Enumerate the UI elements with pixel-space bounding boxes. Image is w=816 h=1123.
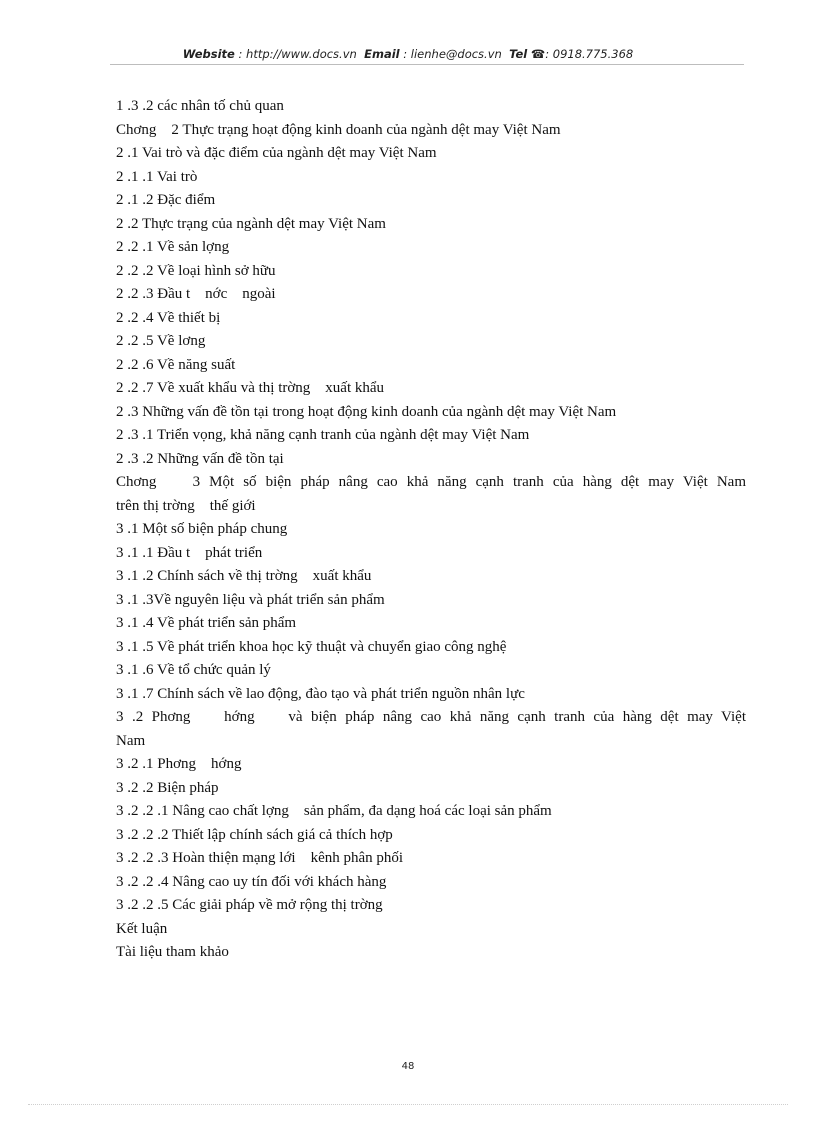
toc-entry: 3 .1 .3Về nguyên liệu và phát triển sản phẩm xyxy=(116,591,385,608)
toc-entry: 3 .1 .1 Đầu t phát triển xyxy=(116,544,263,561)
toc-entry: 2 .3 Những vấn đề tồn tại trong hoạt động kinh doanh của ngành dệt may Việt Nam xyxy=(116,403,617,420)
toc-entry: 2 .2 .5 Về lơng xyxy=(116,333,206,349)
toc-entry: 3 .1 .7 Chính sách về lao động, đào tạo và phát triển nguồn nhân lực xyxy=(116,685,525,702)
toc-entry: 3 .2 .2 .3 Hoàn thiện mạng lới kênh phân phối xyxy=(116,850,404,866)
toc-entry: 3 .1 .2 Chính sách về thị trờng xuất khẩu xyxy=(116,568,372,584)
toc-entry: 1 .3 .2 các nhân tố chủ quan xyxy=(116,98,284,114)
email-value: : lienhe@docs.vn xyxy=(403,47,502,61)
toc-entry: 3 .1 .6 Về tổ chức quản lý xyxy=(116,662,271,678)
toc-entry: 2 .2 .1 Về sản lợng xyxy=(116,239,230,255)
toc-entry: Tài liệu tham khảo xyxy=(116,944,229,960)
toc-entry: 3 .2 Phơng hớng và biện pháp nâng cao khả năng cạnh tranh của hàng dệt may Việt xyxy=(116,709,746,725)
toc-entry: 3 .1 Một số biện pháp chung xyxy=(116,521,288,537)
toc-entry: Chơng 3 Một số biện pháp nâng cao khả năng cạnh tranh của hàng dệt may Việt Nam xyxy=(116,474,746,490)
page-header xyxy=(40,47,776,61)
toc-entry: Kết luận xyxy=(116,920,168,937)
telephone-icon: ☎ xyxy=(530,47,546,61)
tel-label: Tel xyxy=(509,47,528,61)
toc-entry: 3 .2 .2 .1 Nâng cao chất lợng sản phẩm, đa dạng hoá các loại sản phẩm xyxy=(116,803,552,819)
toc-entry: 2 .2 .7 Về xuất khẩu và thị trờng xuất khẩu xyxy=(116,380,385,396)
toc-entry: trên thị trờng thế giới xyxy=(116,497,256,514)
toc-entry: 3 .2 .1 Phơng hớng xyxy=(116,756,242,772)
toc-entry: 2 .1 .1 Vai trò xyxy=(116,168,198,185)
toc-entry: 3 .2 .2 .4 Nâng cao uy tín đối với khách hàng xyxy=(116,873,387,890)
toc-entry: 2 .2 .2 Về loại hình sở hữu xyxy=(116,262,276,279)
toc-entry: 3 .1 .4 Về phát triển sản phẩm xyxy=(116,615,297,631)
toc-entry: Nam xyxy=(116,732,146,749)
email-label: Email xyxy=(364,47,400,61)
toc-entry: 2 .2 .3 Đầu t nớc ngoài xyxy=(116,286,276,302)
page-number: 48 xyxy=(401,1061,415,1072)
website-value: : http://www.docs.vn xyxy=(238,47,357,61)
toc-entry: 3 .1 .5 Về phát triển khoa học kỹ thuật và chuyển giao công nghệ xyxy=(116,638,507,655)
toc-entry: Chơng 2 Thực trạng hoạt động kinh doanh của ngành dệt may Việt Nam xyxy=(116,121,561,138)
header-rule xyxy=(110,64,744,65)
footer-rule xyxy=(28,1104,788,1105)
toc-entry: 2 .2 .4 Về thiết bị xyxy=(116,309,221,326)
website-label: Website xyxy=(182,47,235,61)
tel-value: : 0918.775.368 xyxy=(545,47,634,61)
toc-entry: 2 .2 .6 Về năng suất xyxy=(116,356,236,373)
toc-entry: 3 .2 .2 .2 Thiết lập chính sách giá cả thích hợp xyxy=(116,826,393,843)
toc-entry: 2 .1 .2 Đặc điểm xyxy=(116,192,216,208)
toc-entry: 3 .2 .2 .5 Các giải pháp về mở rộng thị trờng xyxy=(116,897,383,913)
toc-entry: 2 .3 .1 Triển vọng, khả năng cạnh tranh của ngành dệt may Việt Nam xyxy=(116,427,530,443)
toc-entry: 2 .3 .2 Những vấn đề tồn tại xyxy=(116,450,284,467)
toc-entry: 3 .2 .2 Biện pháp xyxy=(116,779,219,796)
toc-entry: 2 .2 Thực trạng của ngành dệt may Việt Nam xyxy=(116,215,386,232)
table-of-contents xyxy=(116,95,746,965)
toc-entry: 2 .1 Vai trò và đặc điểm của ngành dệt may Việt Nam xyxy=(116,145,437,161)
